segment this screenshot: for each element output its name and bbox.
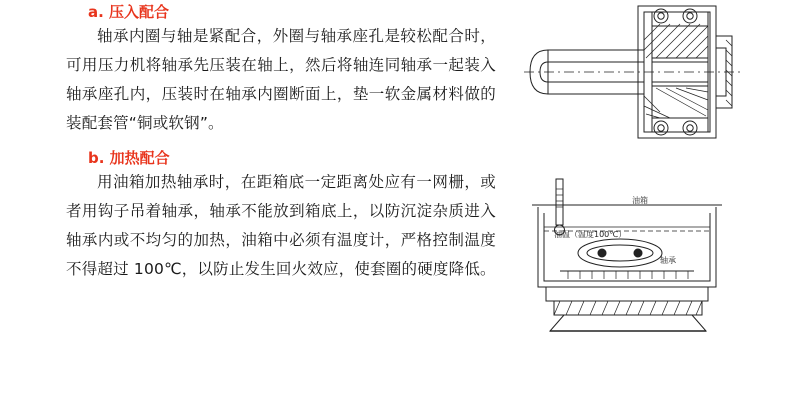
bottom-partial-mark [300,390,500,402]
section-paragraph-b: 用油箱加热轴承时，在距箱底一定距离处应有一网栅，或者用钩子吊着轴承，轴承不能放到箱底上，以防沉淀杂质进入轴承内或不均匀的加热，油箱中必须有温度计，严格控制温度不得超过 100℃，以防止发生回火效应，使套圈的硬度降低。 [66,173,496,278]
figure-oil-bath-heating [520,175,745,340]
section-heading-a: a. 压入配合 [88,3,170,21]
section-heading-b: b. 加热配合 [88,149,170,167]
figure-press-fit [520,0,745,145]
press-fit-drawing [520,0,745,145]
section-paragraph-a: 轴承内圈与轴是紧配合，外圈与轴承座孔是较松配合时，可用压力机将轴承先压装在轴上，然后将轴连同轴承一起装入轴承座孔内，压装时在轴承内圈断面上，垫一软金属材料做的装配套管“铜或软钢”。 [66,27,496,132]
figure-label-bearing: 轴承 [660,256,676,265]
figure-label-oil-temp: 油温（温度100℃） [554,230,627,239]
oil-bath-drawing [520,175,745,340]
figure-label-oil-tank: 油箱 [632,196,648,205]
